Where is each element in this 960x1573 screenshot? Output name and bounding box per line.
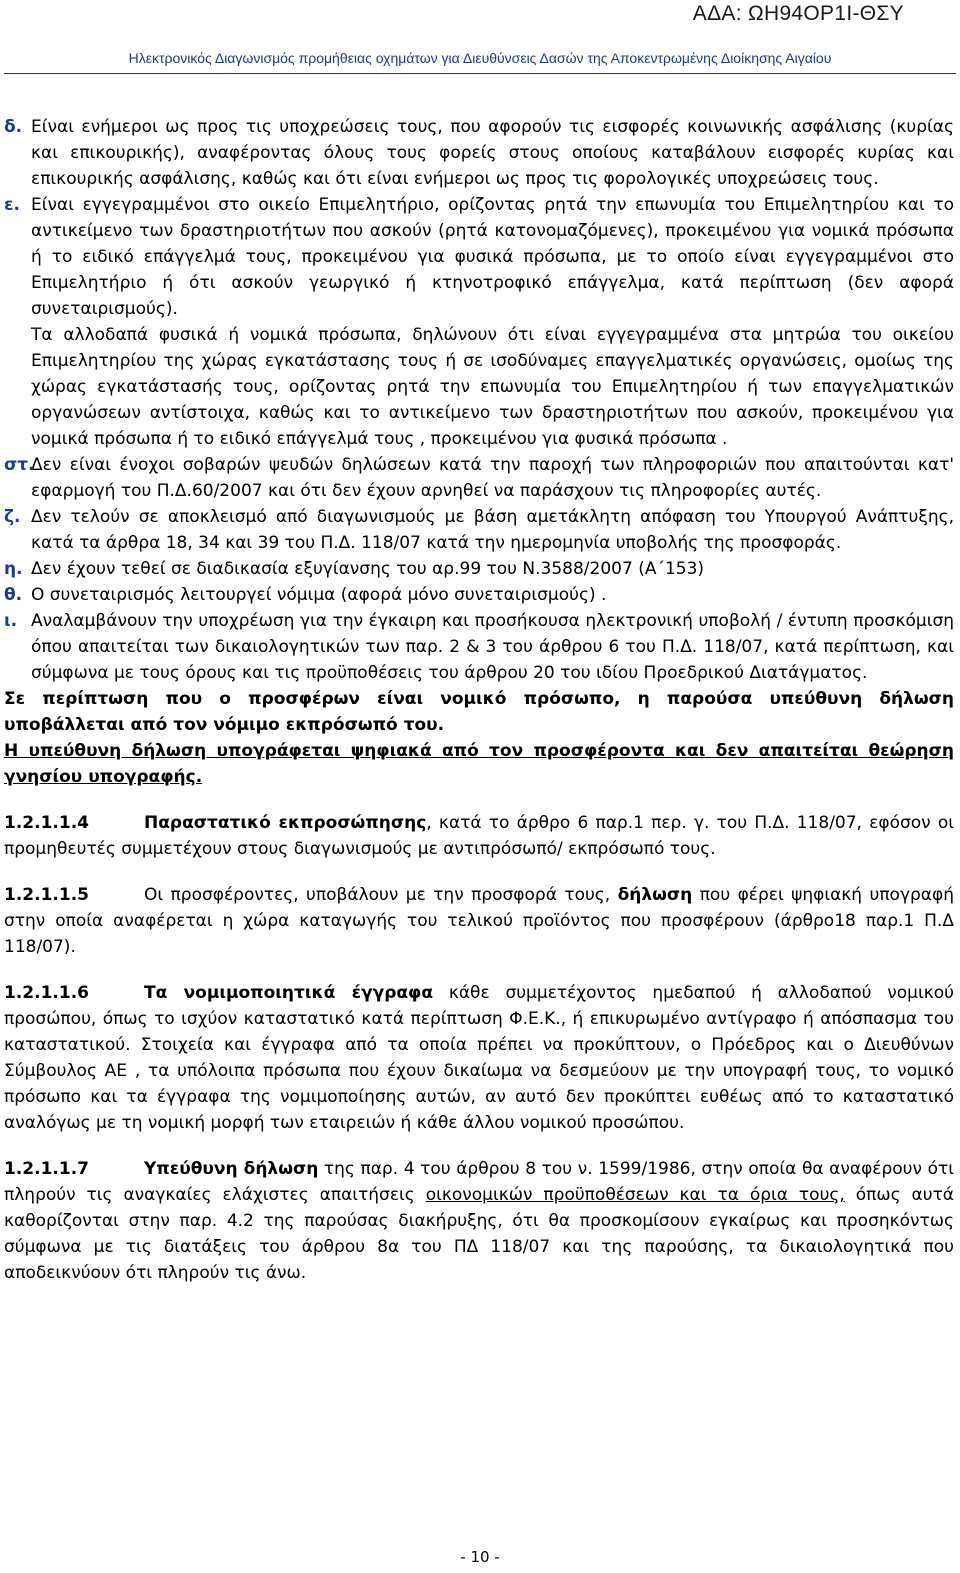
- section-number: 1.2.1.1.6: [4, 983, 89, 1003]
- section-text-post: που φέρει ψηφιακή υπογραφή στην οποία αναφέρεται η χώρα καταγωγής του τελικού προϊόντος που προσφέρουν (άρθρο18 παρ.1 Π.Δ 118/07).: [4, 885, 955, 957]
- section-text: , κατά το άρθρο 6 παρ.1 περ. γ. του Π.Δ. 118/07, εφόσον οι προμηθευτές συμμετέχουν στους διαγωνισμούς με αντιπρόσωπό/ εκπρόσωπό τους.: [4, 813, 954, 859]
- section-title: Τα νομιμοποιητικά έγγραφα: [144, 983, 434, 1003]
- item-label: ε.: [4, 195, 20, 215]
- section-title: Υπεύθυνη δήλωση: [144, 1159, 319, 1179]
- section-text-pre: της παρ. 4 του άρθρου 8 του ν. 1599/1986, στην οποία θα αναφέρουν ότι πληρούν τις αναγκαίες ελάχιστες απαιτήσεις: [4, 1159, 954, 1205]
- item-i: [4, 608, 954, 686]
- document-body: [4, 114, 954, 1286]
- item-text: Είναι ενήμεροι ως προς τις υποχρεώσεις τους, που αφορούν τις εισφορές κοινωνικής ασφάλισης (κυρίας και επικουρικής), αναφέροντας όλους τους φορείς στους οποίους καταβάλουν εισφορές κυρίας και επικουρικής ασφάλισης, καθώς και ότι είναι ενήμεροι ως προς τις φορολογικές υποχρεώσεις τους.: [31, 117, 954, 189]
- item-th: [4, 582, 954, 608]
- item-h: [4, 556, 954, 582]
- section-1-2-1-1-6: [4, 980, 954, 1136]
- item-label: ι.: [4, 611, 18, 631]
- section-title: Παραστατικό εκπροσώπησης: [144, 813, 427, 833]
- item-d: [4, 114, 954, 192]
- section-number: 1.2.1.1.7: [4, 1159, 89, 1179]
- item-text: Δεν είναι ένοχοι σοβαρών ψευδών δηλώσεων κατά την παροχή των πληροφοριών που απαιτούνται κατ' εφαρμογή του Π.Δ.60/2007 και ότι δεν έχουν αρνηθεί να παράσχουν τις πληροφορίες αυτές.: [31, 455, 954, 501]
- section-underlined-text: οικονομικών προϋποθέσεων και τα όρια τους,: [425, 1185, 845, 1205]
- header-rule: [4, 73, 956, 74]
- item-text: Ο συνεταιρισμός λειτουργεί νόμιμα (αφορά μόνο συνεταιρισμούς) .: [31, 585, 607, 605]
- legal-entity-note: Σε περίπτωση που ο προσφέρων είναι νομικό πρόσωπο, η παρούσα υπεύθυνη δήλωση υποβάλλεται από τον νόμιμο εκπρόσωπό του.: [4, 689, 954, 735]
- item-e-foreign-paragraph: Τα αλλοδαπά φυσικά ή νομικά πρόσωπα, δηλώνουν ότι είναι εγγεγραμμένα στα μητρώα του οικείου Επιμελητηρίου της χώρας εγκατάστασης τους ή σε ισοδύναμες επαγγελματικές οργανώσεις, ομοίως της χώρας εγκατάστασής τους, ορίζοντας ρητά την επωνυμία του Επιμελητηρίου ή των επαγγελματικών οργανώσεων αντίστοιχα, καθώς και το αντικείμενο των δραστηριοτήτων που ασκούν, προκειμένου για νομικά πρόσωπα ή το ειδικό επάγγελμά τους , προκειμένου για φυσικά πρόσωπα .: [31, 325, 954, 449]
- page-number: - 10 -: [460, 1548, 500, 1566]
- item-label: θ.: [4, 585, 23, 605]
- item-text: Είναι εγγεγραμμένοι στο οικείο Επιμελητήριο, ορίζοντας ρητά την επωνυμία του Επιμελητηρίου και το αντικείμενο των δραστηριοτήτων που ασκούν (ρητά κατονομαζόμενες), προκειμένου για νομικά πρόσωπα ή το ειδικό επάγγελμά τους, προκειμένου για φυσικά πρόσωπα, με το οποίο είναι εγγεγραμμένοι στο Επιμελητήριο ή ότι ασκούν γεωργικό ή κτηνοτροφικό επάγγελμα, κατά περίπτωση (δεν αφορά συνεταιρισμούς).: [31, 195, 954, 319]
- item-text: Δεν έχουν τεθεί σε διαδικασία εξυγίανσης του αρ.99 του Ν.3588/2007 (Α΄153): [31, 559, 705, 579]
- item-label: ζ.: [4, 507, 21, 527]
- section-1-2-1-1-5: [4, 882, 954, 960]
- section-number: 1.2.1.1.4: [4, 813, 89, 833]
- item-e: [4, 192, 954, 322]
- section-number: 1.2.1.1.5: [4, 885, 89, 905]
- ada-code: ΑΔΑ: ΩΗ94ΟΡ1Ι-ΘΣΥ: [692, 2, 904, 25]
- item-label: δ.: [4, 117, 23, 137]
- running-header: Ηλεκτρονικός Διαγωνισμός προμήθειας οχημάτων για Διευθύνσεις Δασών της Αποκεντρωμένης Διοίκησης Αιγαίου: [128, 50, 832, 66]
- item-st: [4, 452, 954, 504]
- section-text-pre: Οι προσφέροντες, υποβάλουν με την προσφορά τους,: [144, 885, 618, 905]
- digital-signature-note: Η υπεύθυνη δήλωση υπογράφεται ψηφιακά από τον προσφέροντα και δεν απαιτείται θεώρηση γνησίου υπογραφής.: [4, 741, 954, 787]
- item-text: Αναλαμβάνουν την υποχρέωση για την έγκαιρη και προσήκουσα ηλεκτρονική υποβολή / έντυπη προσκόμιση όπου απαιτείται των δικαιολογητικών των παρ. 2 & 3 του άρθρου 6 του Π.Δ. 118/07, κατά περίπτωση, και σύμφωνα με τους όρους και τις προϋποθέσεις του άρθρου 20 του ιδίου Προεδρικού Διατάγματος.: [31, 611, 954, 683]
- section-1-2-1-1-4: [4, 810, 954, 862]
- section-text: κάθε συμμετέχοντος ημεδαπού ή αλλοδαπού νομικού προσώπου, όπως το ισχύον καταστατικό κατά περίπτωση Φ.Ε.Κ., ή επικυρωμένο αντίγραφο ή απόσπασμα του καταστατικού. Στοιχεία και έγγραφα από τα οποία πρέπει να προκύπτουν, ο Πρόεδρος και ο Διευθύνων Σύμβουλος ΑΕ , τα υπόλοιπα πρόσωπα που έχουν δικαίωμα να δεσμεύουν με την υπογραφή τους, το νομικό πρόσωπο και τα έγγραφα της νομιμοποίησης αυτών, αν αυτό δεν προκύπτει ευθέως από το καταστατικό αναλόγως με τη νομική μορφή των εταιρειών ή κάθε άλλου νομικού προσώπου.: [4, 983, 954, 1133]
- item-text: Δεν τελούν σε αποκλεισμό από διαγωνισμούς με βάση αμετάκλητη απόφαση του Υπουργού Ανάπτυξης, κατά τα άρθρα 18, 34 και 39 του Π.Δ. 118/07 κατά την ημερομηνία υποβολής της προσφοράς.: [31, 507, 954, 553]
- item-label: η.: [4, 559, 23, 579]
- item-label: στ.: [4, 455, 35, 475]
- section-1-2-1-1-7: [4, 1156, 954, 1286]
- section-bold-term: δήλωση: [617, 885, 693, 905]
- section-text-post: όπως αυτά καθορίζονται στην παρ. 4.2 της παρούσας διακήρυξης, ότι θα προσκομίσουν εγκαίρως και προσηκόντως σύμφωνα με τις διατάξεις του άρθρου 8α του ΠΔ 118/07 και της παρούσης, τα δικαιολογητικά που αποδεικνύουν ότι πληρούν τις άνω.: [4, 1185, 955, 1283]
- item-z: [4, 504, 954, 556]
